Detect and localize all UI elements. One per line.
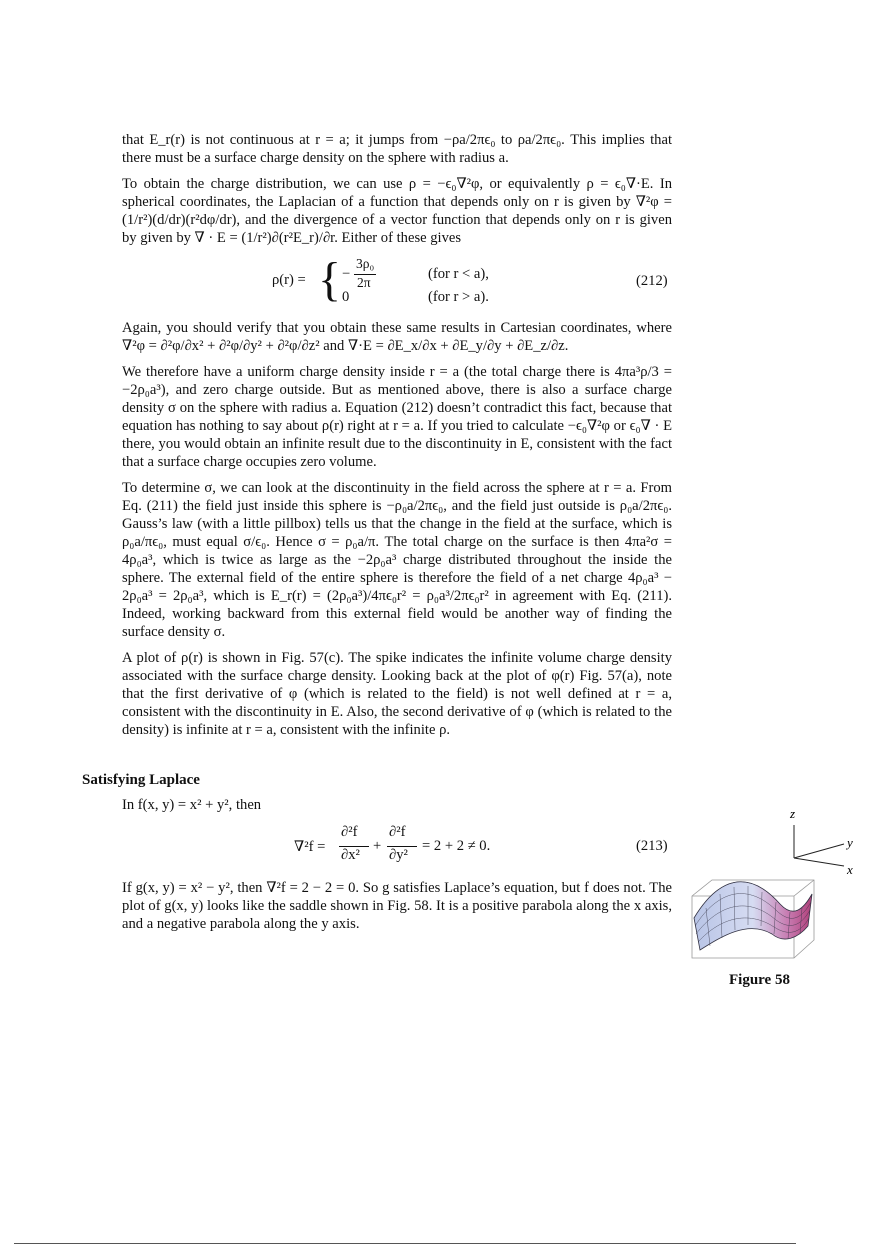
eq212-case2-val: 0	[342, 289, 350, 305]
eq212-case1-sign: −	[342, 266, 351, 282]
eq212-case2-cond: (for r > a).	[428, 289, 489, 305]
figure-caption: Figure 58	[729, 972, 790, 988]
main-text-column	[122, 131, 672, 255]
eq213-plus: +	[373, 838, 382, 854]
paragraph-4: We therefore have a uniform charge density inside r = a (the total charge there is 4πa³ρ/3 = −2ρ₀a³), and zero charge outside. But as mentioned above, there is also a surface charge density σ on the sphere with radius a. Equation (212) doesn’t contradict this fact, because that equation has nothing to say about ρ(r) right at r = a. If you tried to calculate −ϵ₀∇²φ or ϵ₀∇ · E there, you would obtain an infinite result due to the discontinuity in E, consistent with the fact that a surface charge occupies zero volume.	[122, 364, 672, 470]
axis-y-label: y	[847, 835, 853, 850]
equation-212	[272, 253, 672, 308]
paragraph-6: A plot of ρ(r) is shown in Fig. 57(c). The spike indicates the infinite volume charge density associated with the surface charge density. Looking back at the plot of φ(r) Fig. 57(a), note that the first derivative of φ (which is related to the field) is not well defined at r = a, consistent with the discontinuity in E. Also, the second derivative of φ (which is related to the density) is infinite at r = a, consistent with the infinite ρ.	[122, 650, 672, 738]
eq213-rhs: = 2 + 2 ≠ 0.	[422, 838, 491, 854]
footer-rule	[14, 1243, 796, 1244]
eq213-lhs: ∇²f =	[294, 839, 326, 855]
saddle-plot	[688, 806, 853, 968]
section-text-2	[122, 879, 672, 941]
paragraph-5: To determine σ, we can look at the discontinuity in the field across the sphere at r = a. From Eq. (211) the field just inside this sphere is −ρ₀a/2πϵ₀, and the field just outside is ρ₀a/2πϵ₀. Gauss’s law (with a little pillbox) tells us that the change in the field at the surface, which is ρ₀a/πϵ₀, must equal σ/ϵ₀. Hence σ = ρ₀a/π. The total charge on the surface is then 4πa²σ = 4ρ₀a³, which is twice as large as the −2ρ₀a³ charge distributed throughout the inside the sphere. The external field of the entire sphere is therefore the field of a net charge 4ρ₀a³ − 2ρ₀a³ = 2ρ₀a³, which is E_r(r) = (2ρ₀a³)/4πϵ₀r² = ρ₀a³/2πϵ₀r² in agreement with Eq. (211). Indeed, working backward from this external field would be another way of finding the surface density σ.	[122, 480, 672, 640]
eq213-number: (213)	[636, 838, 668, 854]
axis-z-label: z	[790, 806, 796, 821]
main-text-column-2	[122, 319, 672, 747]
figure-58	[688, 806, 853, 972]
eq213-t2-den: ∂y²	[389, 847, 408, 863]
eq213-t1-den: ∂x²	[341, 847, 360, 863]
eq212-case1-den: 2π	[357, 275, 371, 290]
paragraph-7: In f(x, y) = x² + y², then	[122, 797, 262, 813]
paragraph-3: Again, you should verify that you obtain these same results in Cartesian coordinates, where ∇²φ = ∂²φ/∂x² + ∂²φ/∂y² + ∂²φ/∂z² and ∇·E = ∂E_x/∂x + ∂E_y/∂y + ∂E_z/∂z.	[122, 320, 672, 354]
section-text	[122, 796, 672, 822]
paragraph-1: that E_r(r) is not continuous at r = a; it jumps from −ρa/2πϵ₀ to ρa/2πϵ₀. This implies that there must be a surface charge density on the sphere with radius a.	[122, 132, 672, 166]
paragraph-8: If g(x, y) = x² − y², then ∇²f = 2 − 2 = 0. So g satisfies Laplace’s equation, but f does not. The plot of g(x, y) looks like the saddle shown in Fig. 58. It is a positive parabola along the x axis, and a negative parabola along the y axis.	[122, 880, 672, 932]
paragraph-2: To obtain the charge distribution, we can use ρ = −ϵ₀∇²φ, or equivalently ρ = ϵ₀∇·E. In spherical coordinates, the Laplacian of a function that depends only on r is given by ∇²φ = (1/r²)(d/dr)(r²dφ/dr), and the divergence of a vector function that depends only on r is given by given by ∇ · E = (1/r²)∂(r²E_r)/∂r. Either of these gives	[122, 176, 672, 246]
eq212-lhs: ρ(r) =	[272, 272, 306, 288]
axis-triad	[794, 825, 844, 866]
eq212-case1-cond: (for r < a),	[428, 266, 489, 282]
axis-x-label: x	[847, 862, 853, 877]
eq213-t1-num: ∂²f	[341, 824, 358, 840]
equation-213	[294, 826, 672, 868]
eq212-number: (212)	[636, 273, 668, 289]
section-heading: Satisfying Laplace	[82, 772, 200, 788]
eq212-brace: {	[318, 253, 342, 306]
eq213-t2-num: ∂²f	[389, 824, 406, 840]
eq212-case1-num: 3ρ₀	[356, 256, 375, 271]
